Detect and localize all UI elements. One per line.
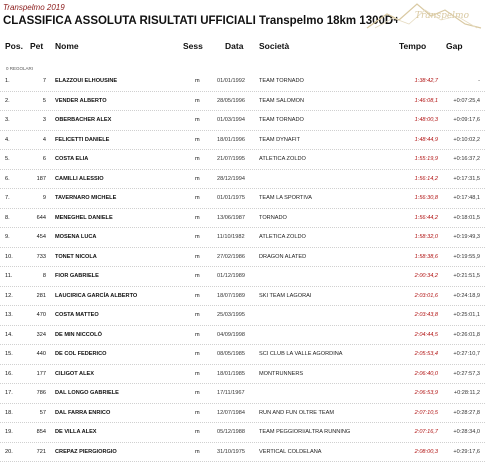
cell-pet: 470 [28, 312, 46, 318]
cell-name: DAL LONGO GABRIELE [55, 390, 119, 396]
cell-sess: m [195, 117, 200, 123]
cell-sess: m [195, 390, 200, 396]
table-row [0, 111, 485, 131]
cell-gap: +0:16:37,2 [442, 156, 480, 162]
transpelmo-logo [365, 0, 483, 30]
cell-name: FELICETTI DANIELE [55, 137, 109, 143]
cell-club: ATLETICA ZOLDO [259, 234, 306, 240]
cell-sess: m [195, 371, 200, 377]
cell-pet: 187 [28, 176, 46, 182]
cell-time: 2:08:00,3 [400, 449, 438, 455]
cell-gap: +0:21:51,5 [442, 273, 480, 279]
table-row [0, 384, 485, 404]
cell-gap: +0:19:55,9 [442, 254, 480, 260]
header-pet: Pet [30, 41, 43, 51]
header-club: Società [259, 41, 289, 51]
cell-club: SKI TEAM LAGORAI [259, 293, 311, 299]
cell-club: RUN AND FUN OLTRE TEAM [259, 410, 334, 416]
cell-gap: +0:10:02,2 [442, 137, 480, 143]
cell-name: CREPAZ PIERGIORGIO [55, 449, 117, 455]
cell-sess: m [195, 215, 200, 221]
table-row [0, 287, 485, 307]
cell-sess: m [195, 449, 200, 455]
cell-time: 2:03:01,6 [400, 293, 438, 299]
cell-sess: m [195, 351, 200, 357]
cell-date: 01/12/1989 [217, 273, 245, 279]
cell-gap: +0:27:10,7 [442, 351, 480, 357]
cell-club: TEAM DYNAFIT [259, 137, 300, 143]
cell-pos: 19. [5, 429, 13, 435]
cell-pet: 281 [28, 293, 46, 299]
cell-date: 18/01/1996 [217, 137, 245, 143]
cell-sess: m [195, 234, 200, 240]
cell-name: FIOR GABRIELE [55, 273, 99, 279]
cell-pet: 733 [28, 254, 46, 260]
table-row [0, 92, 485, 112]
cell-time: 1:48:44,9 [400, 137, 438, 143]
cell-name: VENDER ALBERTO [55, 98, 107, 104]
cell-gap: +0:25:01,1 [442, 312, 480, 318]
cell-date: 18/01/1985 [217, 371, 245, 377]
cell-name: LAUCIRICA GARCÍA ALBERTO [55, 293, 137, 299]
cell-date: 27/02/1986 [217, 254, 245, 260]
cell-time: 2:03:43,8 [400, 312, 438, 318]
cell-time: 2:06:40,0 [400, 371, 438, 377]
cell-name: TONET NICOLA [55, 254, 97, 260]
cell-club: MONTRUNNERS [259, 371, 303, 377]
cell-date: 21/07/1995 [217, 156, 245, 162]
table-row [0, 306, 485, 326]
table-header [0, 38, 485, 52]
cell-sess: m [195, 195, 200, 201]
cell-gap: +0:29:17,6 [442, 449, 480, 455]
cell-date: 28/05/1996 [217, 98, 245, 104]
cell-pet: 4 [28, 137, 46, 143]
cell-name: MOSENA LUCA [55, 234, 96, 240]
cell-gap: +0:19:49,3 [442, 234, 480, 240]
table-row [0, 72, 485, 92]
cell-pos: 17. [5, 390, 13, 396]
cell-date: 12/07/1984 [217, 410, 245, 416]
cell-gap: +0:27:57,3 [442, 371, 480, 377]
cell-gap: +0:24:18,9 [442, 293, 480, 299]
table-row [0, 365, 485, 385]
cell-club: TEAM TORNADO [259, 117, 304, 123]
cell-gap: +0:09:17,6 [442, 117, 480, 123]
cell-pos: 1. [5, 78, 10, 84]
cell-time: 1:56:30,8 [400, 195, 438, 201]
cell-pos: 4. [5, 137, 10, 143]
section-label: 0 REGOLARI [6, 66, 33, 71]
cell-club: TORNADO [259, 215, 287, 221]
cell-name: DE COL FEDERICO [55, 351, 107, 357]
cell-pos: 6. [5, 176, 10, 182]
cell-pos: 10. [5, 254, 13, 260]
cell-pet: 5 [28, 98, 46, 104]
cell-date: 01/01/1992 [217, 78, 245, 84]
cell-club: TEAM LA SPORTIVA [259, 195, 312, 201]
cell-sess: m [195, 78, 200, 84]
cell-gap: +0:18:01,5 [442, 215, 480, 221]
table-row [0, 345, 485, 365]
cell-date: 04/09/1998 [217, 332, 245, 338]
cell-time: 2:04:44,5 [400, 332, 438, 338]
cell-sess: m [195, 273, 200, 279]
cell-pet: 324 [28, 332, 46, 338]
cell-pet: 786 [28, 390, 46, 396]
cell-date: 08/05/1985 [217, 351, 245, 357]
cell-pos: 16. [5, 371, 13, 377]
cell-name: COSTA MATTEO [55, 312, 99, 318]
header-name: Nome [55, 41, 79, 51]
page-title: CLASSIFICA ASSOLUTA RISULTATI UFFICIALI Transpelmo 18km 1300D+ [3, 15, 400, 27]
cell-pos: 7. [5, 195, 10, 201]
cell-time: 1:48:00,3 [400, 117, 438, 123]
cell-club: ATLETICA ZOLDO [259, 156, 306, 162]
cell-date: 11/10/1982 [217, 234, 245, 240]
table-row [0, 248, 485, 268]
cell-pos: 8. [5, 215, 10, 221]
cell-time: 1:56:14,2 [400, 176, 438, 182]
cell-time: 2:07:16,7 [400, 429, 438, 435]
table-row [0, 170, 485, 190]
cell-pet: 721 [28, 449, 46, 455]
cell-sess: m [195, 312, 200, 318]
cell-club: VERTICAL COLDELANA [259, 449, 321, 455]
cell-pos: 13. [5, 312, 13, 318]
cell-date: 31/10/1975 [217, 449, 245, 455]
cell-date: 01/01/1975 [217, 195, 245, 201]
header-date: Data [225, 41, 243, 51]
cell-pos: 11. [5, 273, 12, 279]
cell-gap: +0:28:34,0 [442, 429, 480, 435]
cell-date: 05/12/1988 [217, 429, 245, 435]
cell-date: 28/12/1994 [217, 176, 245, 182]
cell-sess: m [195, 176, 200, 182]
table-row [0, 150, 485, 170]
table-row [0, 189, 485, 209]
cell-name: DAL FARRA ENRICO [55, 410, 110, 416]
cell-date: 18/07/1989 [217, 293, 245, 299]
cell-club: TEAM TORNADO [259, 78, 304, 84]
cell-pos: 2. [5, 98, 10, 104]
cell-time: 2:05:53,4 [400, 351, 438, 357]
cell-gap: +0:07:25,4 [442, 98, 480, 104]
cell-pos: 15. [5, 351, 13, 357]
table-row [0, 267, 485, 287]
table-row [0, 423, 485, 443]
table-row [0, 443, 485, 462]
cell-time: 2:00:34,2 [400, 273, 438, 279]
cell-time: 1:56:44,2 [400, 215, 438, 221]
cell-time: 2:07:10,5 [400, 410, 438, 416]
cell-gap: +0:17:31,5 [442, 176, 480, 182]
cell-gap: +0:28:11,2 [442, 390, 480, 396]
cell-pet: 3 [28, 117, 46, 123]
cell-time: 1:58:32,0 [400, 234, 438, 240]
cell-pet: 440 [28, 351, 46, 357]
cell-club: SCI CLUB LA VALLE AGORDINA [259, 351, 343, 357]
cell-pos: 5. [5, 156, 10, 162]
header-gap: Gap [446, 41, 463, 51]
cell-pet: 177 [28, 371, 46, 377]
cell-sess: m [195, 156, 200, 162]
header-pos: Pos. [5, 41, 23, 51]
cell-gap: - [442, 78, 480, 84]
cell-time: 2:06:53,9 [400, 390, 438, 396]
cell-pet: 57 [28, 410, 46, 416]
header-time: Tempo [399, 41, 426, 51]
cell-pos: 18. [5, 410, 13, 416]
cell-pos: 12. [5, 293, 13, 299]
results-table [0, 72, 485, 462]
table-row [0, 326, 485, 346]
logo-text: Transpelmo [415, 11, 469, 21]
cell-pet: 854 [28, 429, 46, 435]
cell-time: 1:55:19,9 [400, 156, 438, 162]
cell-name: CILIGOT ALEX [55, 371, 94, 377]
cell-time: 1:38:42,7 [400, 78, 438, 84]
cell-sess: m [195, 429, 200, 435]
cell-pet: 454 [28, 234, 46, 240]
cell-time: 1:58:38,6 [400, 254, 438, 260]
cell-club: TEAM SALOMON [259, 98, 304, 104]
table-row [0, 131, 485, 151]
header-sess: Sess [183, 41, 203, 51]
cell-gap: +0:28:27,8 [442, 410, 480, 416]
cell-pos: 3. [5, 117, 10, 123]
table-row [0, 209, 485, 229]
cell-name: CAMILLI ALESSIO [55, 176, 104, 182]
cell-sess: m [195, 254, 200, 260]
cell-name: MENEGHEL DANIELE [55, 215, 113, 221]
cell-name: TAVERNARO MICHELE [55, 195, 116, 201]
cell-name: OBERBACHER ALEX [55, 117, 111, 123]
cell-sess: m [195, 293, 200, 299]
table-row [0, 404, 485, 424]
cell-gap: +0:26:01,8 [442, 332, 480, 338]
cell-date: 17/11/1967 [217, 390, 245, 396]
cell-sess: m [195, 98, 200, 104]
cell-name: COSTA ELIA [55, 156, 88, 162]
cell-club: TEAM PEGGIORI/ALTRA RUNNING [259, 429, 350, 435]
cell-date: 13/06/1987 [217, 215, 245, 221]
cell-gap: +0:17:48,1 [442, 195, 480, 201]
cell-name: DE MIN NICCOLÒ [55, 332, 102, 338]
document-subtitle: Transpelmo 2019 [3, 3, 65, 12]
cell-pet: 644 [28, 215, 46, 221]
table-row [0, 228, 485, 248]
cell-pet: 6 [28, 156, 46, 162]
cell-pos: 20. [5, 449, 13, 455]
cell-pos: 14. [5, 332, 13, 338]
cell-date: 25/03/1995 [217, 312, 245, 318]
cell-name: DE VILLA ALEX [55, 429, 97, 435]
cell-time: 1:46:08,1 [400, 98, 438, 104]
cell-date: 01/03/1994 [217, 117, 245, 123]
cell-pet: 7 [28, 78, 46, 84]
cell-name: ELAZZOUI ELHOUSINE [55, 78, 117, 84]
cell-pet: 8 [28, 273, 46, 279]
cell-sess: m [195, 332, 200, 338]
cell-sess: m [195, 137, 200, 143]
cell-club: DRAGON ALATED [259, 254, 306, 260]
cell-pet: 9 [28, 195, 46, 201]
cell-sess: m [195, 410, 200, 416]
cell-pos: 9. [5, 234, 10, 240]
